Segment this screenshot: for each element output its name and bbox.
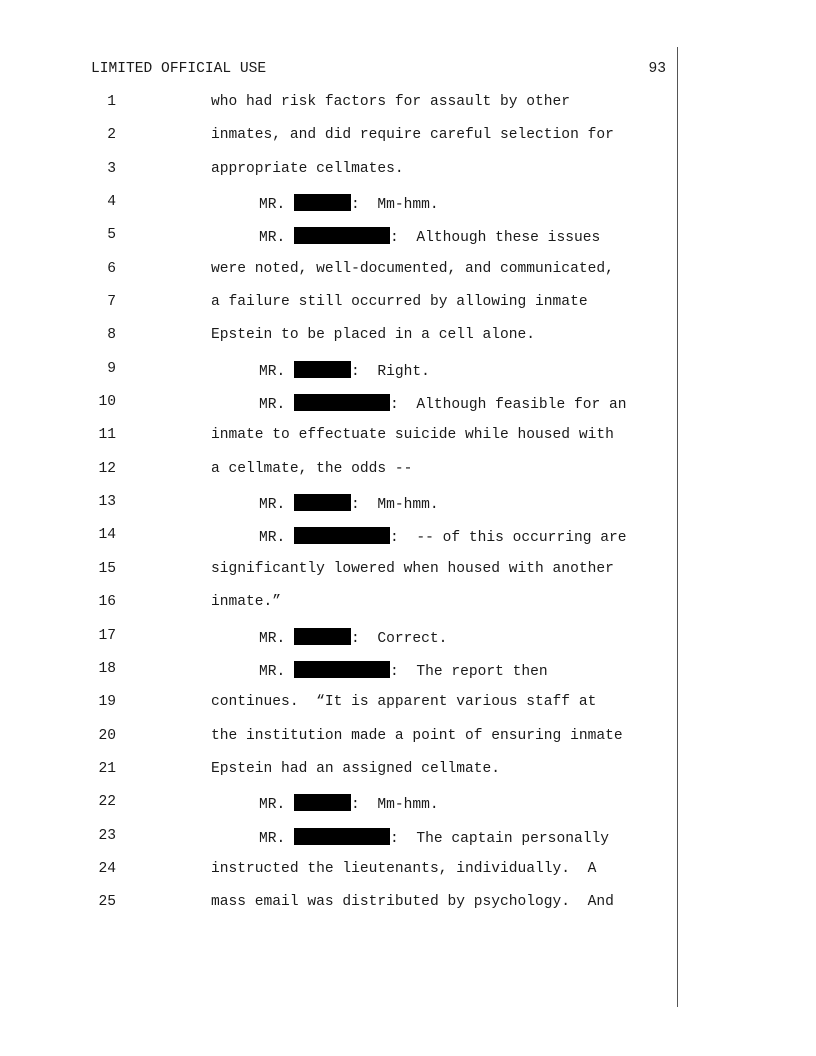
- transcript-line: [0, 661, 676, 694]
- spoken-text: a failure still occurred by allowing inmate: [211, 294, 588, 311]
- line-number: 12: [98, 460, 116, 477]
- line-text: [211, 427, 614, 443]
- line-text: [211, 327, 535, 343]
- line-text: [211, 728, 623, 744]
- line-number: 3: [107, 160, 116, 177]
- line-text: [211, 694, 596, 710]
- transcript-body: [0, 94, 676, 928]
- line-number: 24: [98, 860, 116, 877]
- redaction-box: [294, 227, 390, 244]
- spoken-text: significantly lowered when housed with another: [211, 560, 614, 577]
- spoken-text: Epstein to be placed in a cell alone.: [211, 327, 536, 344]
- transcript-line: [0, 227, 676, 260]
- spoken-text: appropriate cellmates.: [211, 160, 404, 177]
- transcript-line: [0, 628, 676, 661]
- line-text: [211, 561, 614, 577]
- spoken-text: : -- of this occurring are: [390, 530, 627, 547]
- line-text: [259, 794, 439, 813]
- redaction-box: [294, 194, 351, 211]
- right-margin-rule: [677, 47, 678, 1007]
- line-text: [211, 761, 500, 777]
- spoken-text: instructed the lieutenants, individually. A: [211, 860, 597, 877]
- transcript-line: [0, 361, 676, 394]
- line-number: 25: [98, 894, 116, 911]
- line-text: [259, 361, 430, 380]
- line-number: 18: [98, 660, 116, 677]
- spoken-text: who had risk factors for assault by other: [211, 94, 571, 110]
- line-number: 6: [107, 260, 116, 277]
- transcript-line: [0, 461, 676, 494]
- redaction-box: [294, 828, 390, 845]
- redaction-box: [294, 361, 351, 378]
- spoken-text: mass email was distributed by psychology. And: [211, 894, 614, 911]
- line-text: [259, 194, 439, 213]
- page-number: 93: [648, 61, 666, 77]
- line-number: 17: [98, 627, 116, 644]
- line-number: 11: [98, 427, 116, 444]
- redaction-box: [294, 394, 390, 411]
- transcript-line: [0, 261, 676, 294]
- redaction-box: [294, 794, 351, 811]
- spoken-text: inmates, and did require careful selection for: [211, 127, 614, 144]
- transcript-line: [0, 94, 676, 127]
- line-text: [211, 461, 412, 477]
- line-number: 22: [98, 794, 116, 811]
- speaker-label: MR.: [259, 830, 286, 847]
- line-number: 14: [98, 527, 116, 544]
- redaction-box: [294, 527, 390, 544]
- speaker-label: MR.: [259, 397, 286, 414]
- transcript-line: [0, 561, 676, 594]
- speaker-label: MR.: [259, 663, 286, 680]
- line-number: 20: [98, 727, 116, 744]
- redaction-box: [294, 661, 390, 678]
- spoken-text: : Right.: [351, 363, 430, 380]
- speaker-label: MR.: [259, 230, 286, 247]
- transcript-line: [0, 828, 676, 861]
- line-text: [211, 161, 404, 177]
- line-text: [211, 894, 614, 910]
- spoken-text: the institution made a point of ensuring inmate: [211, 727, 623, 744]
- transcript-line: [0, 728, 676, 761]
- line-text: [259, 394, 627, 413]
- transcript-line: [0, 494, 676, 527]
- line-text: [259, 628, 447, 647]
- line-text: [259, 227, 600, 246]
- spoken-text: inmate.”: [211, 594, 282, 611]
- transcript-line: [0, 327, 676, 360]
- line-number: 23: [98, 827, 116, 844]
- spoken-text: : Mm-hmm.: [351, 497, 439, 514]
- line-text: [259, 494, 439, 513]
- speaker-label: MR.: [259, 797, 286, 814]
- line-number: 4: [107, 194, 116, 211]
- line-number: 7: [107, 294, 116, 311]
- line-number: 2: [107, 127, 116, 144]
- spoken-text: : The captain personally: [390, 830, 609, 847]
- transcript-line: [0, 127, 676, 160]
- transcript-line: [0, 894, 676, 927]
- line-number: 10: [98, 394, 116, 411]
- line-text: [211, 94, 570, 110]
- line-text: [211, 294, 588, 310]
- speaker-label: MR.: [259, 630, 286, 647]
- transcript-line: [0, 294, 676, 327]
- transcript-line: [0, 427, 676, 460]
- spoken-text: Epstein had an assigned cellmate.: [211, 760, 501, 777]
- transcript-line: [0, 394, 676, 427]
- transcript-line: [0, 794, 676, 827]
- spoken-text: : Mm-hmm.: [351, 797, 439, 814]
- transcript-line: [0, 761, 676, 794]
- transcript-line: [0, 161, 676, 194]
- line-number: 21: [98, 760, 116, 777]
- line-number: 15: [98, 560, 116, 577]
- line-number: 9: [107, 360, 116, 377]
- line-number: 13: [98, 494, 116, 511]
- speaker-label: MR.: [259, 197, 286, 214]
- transcript-line: [0, 694, 676, 727]
- speaker-label: MR.: [259, 497, 286, 514]
- spoken-text: : Although feasible for an: [390, 397, 627, 414]
- spoken-text: were noted, well-documented, and communicated,: [211, 260, 614, 277]
- speaker-label: MR.: [259, 530, 286, 547]
- line-text: [211, 594, 281, 610]
- line-number: 8: [107, 327, 116, 344]
- classification-header: LIMITED OFFICIAL USE: [91, 61, 267, 77]
- line-text: [211, 127, 614, 143]
- transcript-line: [0, 194, 676, 227]
- line-number: 1: [107, 94, 116, 110]
- spoken-text: continues. “It is apparent various staff at: [211, 694, 597, 711]
- redaction-box: [294, 628, 351, 645]
- line-text: [211, 261, 614, 277]
- redaction-box: [294, 494, 351, 511]
- transcript-line: [0, 861, 676, 894]
- line-text: [259, 661, 548, 680]
- transcript-line: [0, 527, 676, 560]
- line-number: 5: [107, 227, 116, 244]
- spoken-text: : Although these issues: [390, 230, 601, 247]
- spoken-text: inmate to effectuate suicide while housed with: [211, 427, 614, 444]
- spoken-text: : Mm-hmm.: [351, 197, 439, 214]
- line-number: 19: [98, 694, 116, 711]
- line-text: [211, 861, 596, 877]
- spoken-text: a cellmate, the odds --: [211, 460, 413, 477]
- transcript-line: [0, 594, 676, 627]
- line-number: 16: [98, 594, 116, 611]
- line-text: [259, 828, 609, 847]
- speaker-label: MR.: [259, 363, 286, 380]
- line-text: [259, 527, 627, 546]
- spoken-text: : The report then: [390, 663, 548, 680]
- spoken-text: : Correct.: [351, 630, 448, 647]
